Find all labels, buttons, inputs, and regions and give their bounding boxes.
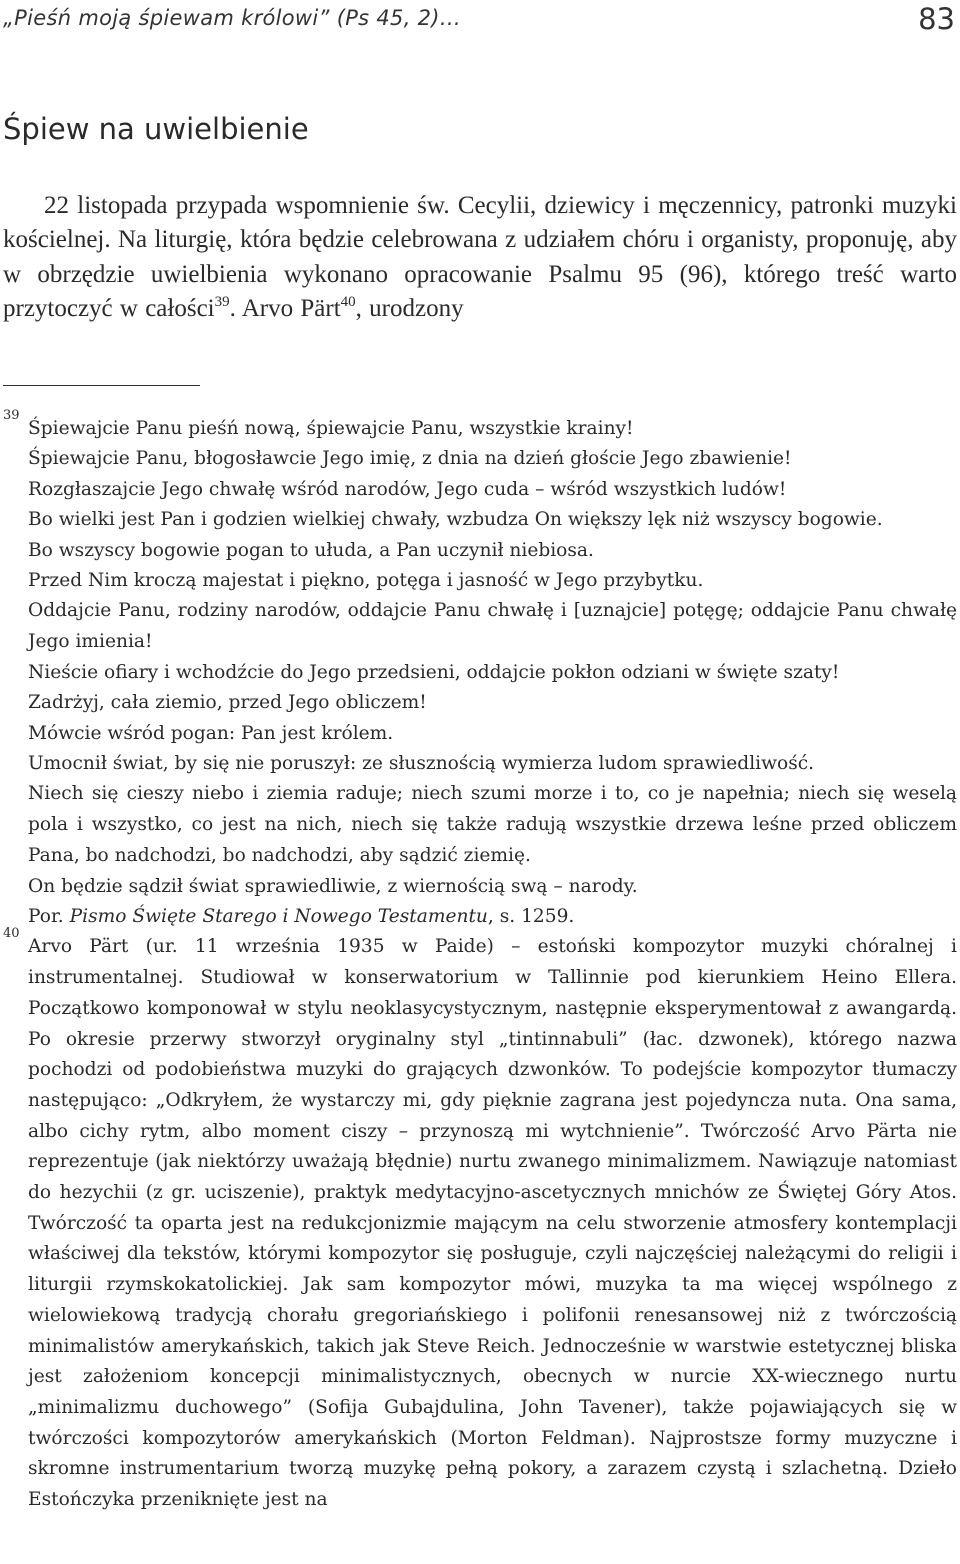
psalm-line: Rozgłaszajcie Jego chwałę wśród narodów, Jego cuda – wśród wszystkich ludów! [28, 478, 787, 500]
body-text-continued: . Arvo Pärt [229, 294, 341, 322]
psalm-line: Zadrżyj, cała ziemio, przed Jego obliczem! [28, 692, 427, 714]
psalm-paragraph: Niech się cieszy niebo i ziemia raduje; niech szumi morze i to, co je napełnia; niech się weselą pola i wszystko, co jest na nich, niech się także radują wszystkie drzewa leśne przed obliczem Pana, bo nadchodzi, bo nadchodzi, aby sądzić ziemię. [28, 783, 957, 866]
body-paragraph [3, 189, 957, 326]
reference-title: Pismo Święte Starego i Nowego Testamentu [69, 905, 488, 927]
psalm-line: Śpiewajcie Panu, błogosławcie Jego imię, z dnia na dzień głoście Jego zbawienie! [28, 448, 792, 470]
reference-suffix: , s. 1259. [487, 905, 575, 927]
footnote-40-text: Arvo Pärt (ur. 11 września 1935 w Paide) – estoński kompozytor muzyki chóralnej i instrumentalnej. Studiował w konserwatorium w Tallinnie pod kierunkiem Heino Ellera. Początkowo komponował w stylu neoklasycystycznym, następnie eksperymentował z awangardą. Po okresie przerwy stworzył oryginalny styl „tintinnabuli” (łac. dzwonek), którego nazwa pochodzi od podobieństwa muzyki do grających dzwonków. To podejście kompozytor tłumaczy następująco: „Odkryłem, że wystarczy mi, gdy pięknie zagrana jest pojedyncza nuta. Ona sama, albo cichy rytm, albo moment ciszy – przynoszą mi wytchnienie”. Twórczość Arvo Pärta nie reprezentuje (jak niektórzy uważają błędnie) nurtu zwanego minimalizmem. Nawiązuje natomiast do hezychii (z gr. uciszenie), praktyk medytacyjno-ascetycznych mnichów ze Świętej Góry Atos. Twórczość ta oparta jest na redukcjonizmie mającym na celu stworzenie atmosfery kontemplacji właściwej dla tekstów, którymi kompozytor się posługuje, czyli najczęściej należącymi do religii i liturgii rzymskokatolickiej. Jak sam kompozytor mówi, muzyka ta ma więcej wspólnego z wielowiekową tradycją chorału gregoriańskiego i polifonii renesansowej niż z twórczością minimalistów amerykańskich, takich jak Steve Reich. Jednocześnie w warstwie estetycznej bliska jest założeniom koncepcji minimalistycznych, obecnych w nurcie XX-wiecznego nurtu „minimalizmu duchowego” (Sofija Gubajdulina, John Tavener), także pojawiających się w twórczości kompozytorów amerykańskich (Morton Feldman). Najprostsze formy muzyczne i skromne instrumentarium tworzą muzykę pełną pokory, a zarazem czystą i szlachetną. Dzieło Estończyka przeniknięte jest na [28, 936, 957, 1511]
psalm-line: Bo wszyscy bogowie pogan to ułuda, a Pan uczynił niebiosa. [28, 539, 594, 561]
psalm-line: Śpiewajcie Panu pieśń nową, śpiewajcie Panu, wszystkie krainy! [28, 418, 634, 439]
psalm-line: Bo wielki jest Pan i godzien wielkiej chwały, wzbudza On większy lęk niż wszyscy bogowie. [28, 509, 883, 531]
footnote-number: 39 [3, 408, 20, 423]
psalm-text [28, 414, 957, 932]
footnote-39 [3, 408, 957, 932]
psalm-line: Umocnił świat, by się nie poruszył: ze słusznością wymierza ludom sprawiedliwość. [28, 753, 815, 775]
psalm-line: Nieście ofiary i wchodźcie do Jego przedsieni, oddajcie pokłon odziani w święte szaty! [28, 661, 840, 683]
bible-reference [28, 902, 957, 932]
footnote-number: 40 [3, 926, 20, 942]
footnotes [3, 408, 957, 1516]
page-number: 83 [918, 2, 955, 36]
running-header [3, 2, 957, 38]
footnote-ref-39[interactable]: 39 [214, 293, 230, 310]
footnote-separator [3, 385, 200, 386]
psalm-paragraph: Oddajcie Panu, rodziny narodów, oddajcie Panu chwałę i [uznajcie] potęgę; oddajcie Panu chwałę Jego imienia! [28, 600, 957, 653]
footnote-ref-40[interactable]: 40 [340, 293, 356, 310]
psalm-line: Mówcie wśród pogan: Pan jest królem. [28, 722, 394, 744]
body-text: 22 listopada przypada wspomnienie św. Cecylii, dziewicy i męczennicy, patronki muzyki kościelnej. Na liturgię, która będzie celebrowana z udziałem chóru i organisty, proponuję, aby w obrzędzie uwielbienia wykonano opracowanie Psalmu 95 (96), którego treść warto przytoczyć w całości [3, 192, 957, 322]
running-header-title: „Pieśń moją śpiewam królowi” (Ps 45, 2)… [3, 6, 462, 30]
footnote-40 [3, 926, 957, 1515]
reference-prefix: Por. [28, 905, 70, 927]
body-text-end: , urodzony [355, 294, 464, 322]
psalm-line: On będzie sądził świat sprawiedliwie, z wiernością swą – narody. [28, 875, 638, 897]
psalm-line: Przed Nim kroczą majestat i piękno, potęga i jasność w Jego przybytku. [28, 570, 704, 592]
section-title: Śpiew na uwielbienie [3, 112, 309, 146]
